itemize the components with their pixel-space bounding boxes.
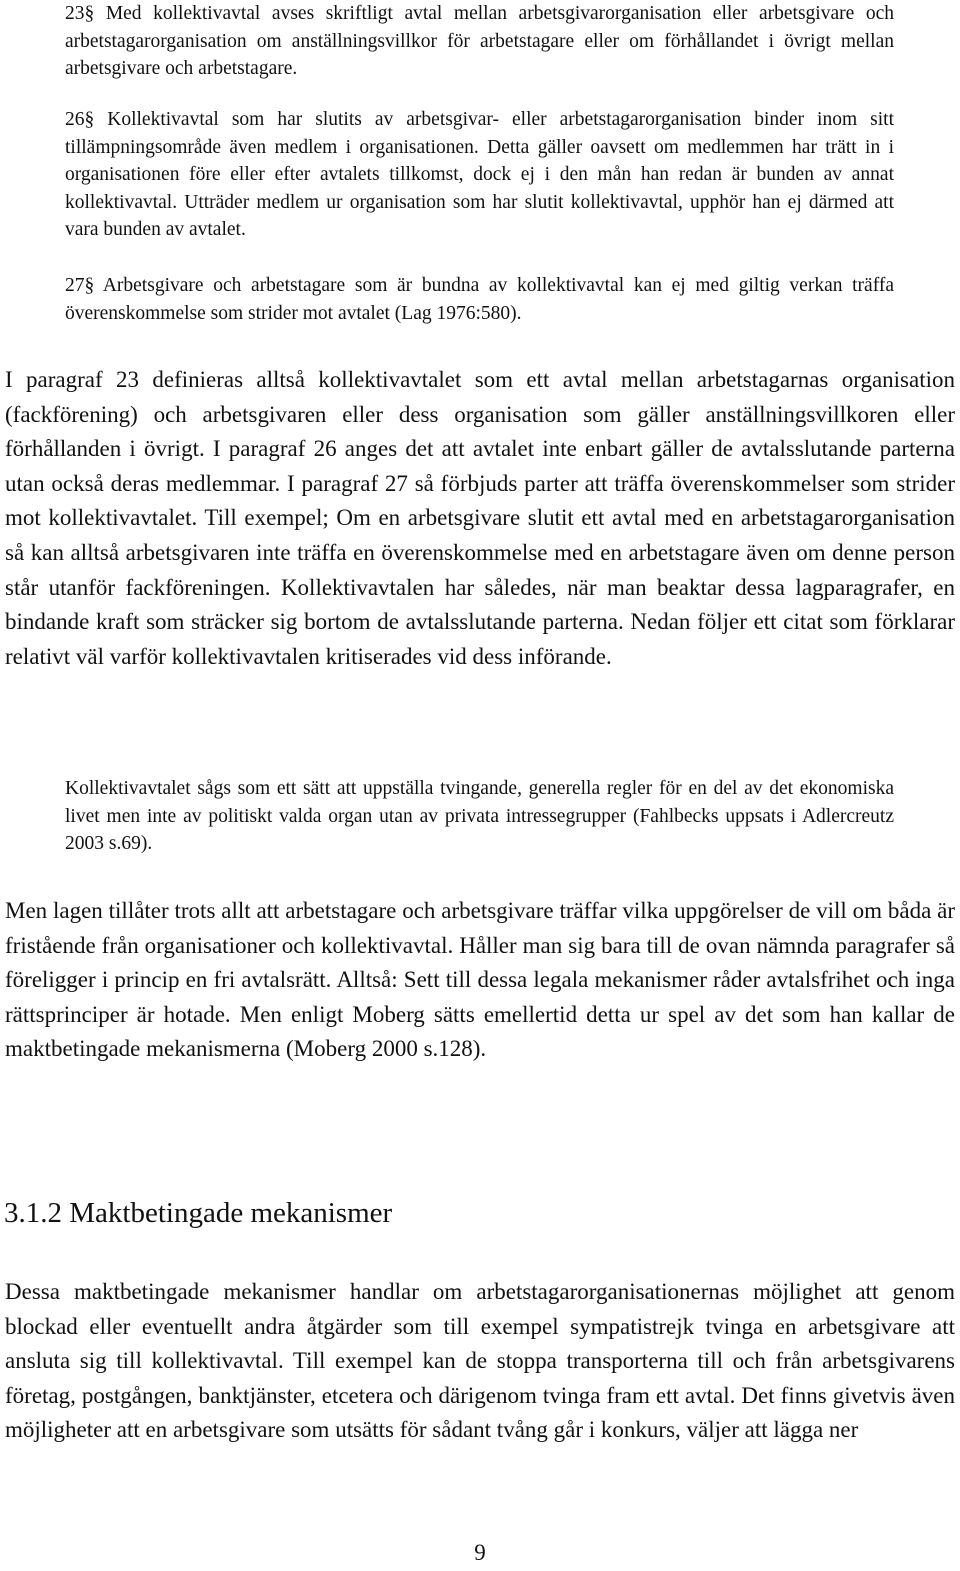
law-quote-paragraph-27: 27§ Arbetsgivare och arbetstagare som är bundna av kollektivavtal kan ej med giltig verkan träffa överenskommelse som strider mot avtalet (Lag 1976:580). bbox=[65, 275, 894, 324]
body-paragraph-2: Men lagen tillåter trots allt att arbetstagare och arbetsgivare träffar vilka uppgörelser de vill om båda är fristående från organisationer och kollektivavtal. Håller man sig bara till de ovan nämnda paragrafer så föreligger i princip en fri avtalsrätt. Alltså: Sett till dessa legala mekanismer råder avtalsfrihet och inga rättsprinciper är hotade. Men enligt Moberg sätts emellertid detta ur spel av det som han kallar de maktbetingade mekanismerna (Moberg 2000 s.128). bbox=[5, 898, 955, 1062]
citation-block: Kollektivavtalet sågs som ett sätt att uppställa tvingande, generella regler för en del av det ekonomiska livet men inte av politiskt valda organ utan av privata intressegrupper (Fahlbecks uppsats i Adlercreutz 2003 s.69). bbox=[65, 778, 894, 854]
law-quote-paragraph-23: 23§ Med kollektivavtal avses skriftligt avtal mellan arbetsgivarorganisation eller arbetsgivare och arbetstagarorganisation om anställningsvillkor för arbetstagare eller om förhållandet i övrigt mellan arbetsgivare och arbetstagare. bbox=[65, 3, 894, 79]
law-quote-paragraph-26: 26§ Kollektivavtal som har slutits av arbetsgivar- eller arbetstagarorganisation binder inom sitt tillämpningsområde även medlem i organisationen. Detta gäller oavsett om medlemmen har trätt in i organisationen före eller efter avtalets tillkomst, dock ej i den mån han redan är bunden av annat kollektivavtal. Utträder medlem ur organisation som har slutit kollektivavtal, upphör han ej därmed att vara bunden av avtalet. bbox=[65, 109, 894, 240]
body-paragraph-1: I paragraf 23 definieras alltså kollektivavtalet som ett avtal mellan arbetstagarnas organisation (fackförening) och arbetsgivaren eller dess organisation som gäller anställningsvillkoren eller förhållanden i övrigt. I paragraf 26 anges det att avtalet inte enbart gäller de avtalsslutande parterna utan också deras medlemmar. I paragraf 27 så förbjuds parter att träffa överenskommelser som strider mot kollektivavtalet. Till exempel; Om en arbetsgivare slutit ett avtal med en arbetstagarorganisation så kan alltså arbetsgivaren inte träffa en överenskommelse med en arbetstagare även om denne person står utanför fackföreningen. Kollektivavtalen har således, när man beaktar dessa lagparagrafer, en bindande kraft som sträcker sig bortom de avtalsslutande parterna. Nedan följer ett citat som förklarar relativt väl varför kollektivavtalen kritiserades vid dess införande. bbox=[5, 367, 955, 669]
section-heading: 3.1.2 Maktbetingade mekanismer bbox=[4, 1197, 393, 1229]
page-number: 9 bbox=[474, 1540, 486, 1565]
body-paragraph-3: Dessa maktbetingade mekanismer handlar om arbetstagarorganisationernas möjlighet att genom blockad eller eventuellt andra åtgärder som till exempel sympatistrejk tvinga en arbetsgivare att ansluta sig till kollektivavtal. Till exempel kan de stoppa transporterna till och från arbetsgivarens företag, postgången, banktjänster, etcetera och därigenom tvinga fram ett avtal. Det finns givetvis även möjligheter att en arbetsgivare som utsätts för sådant tvång går i konkurs, väljer att lägga ner bbox=[5, 1279, 955, 1443]
